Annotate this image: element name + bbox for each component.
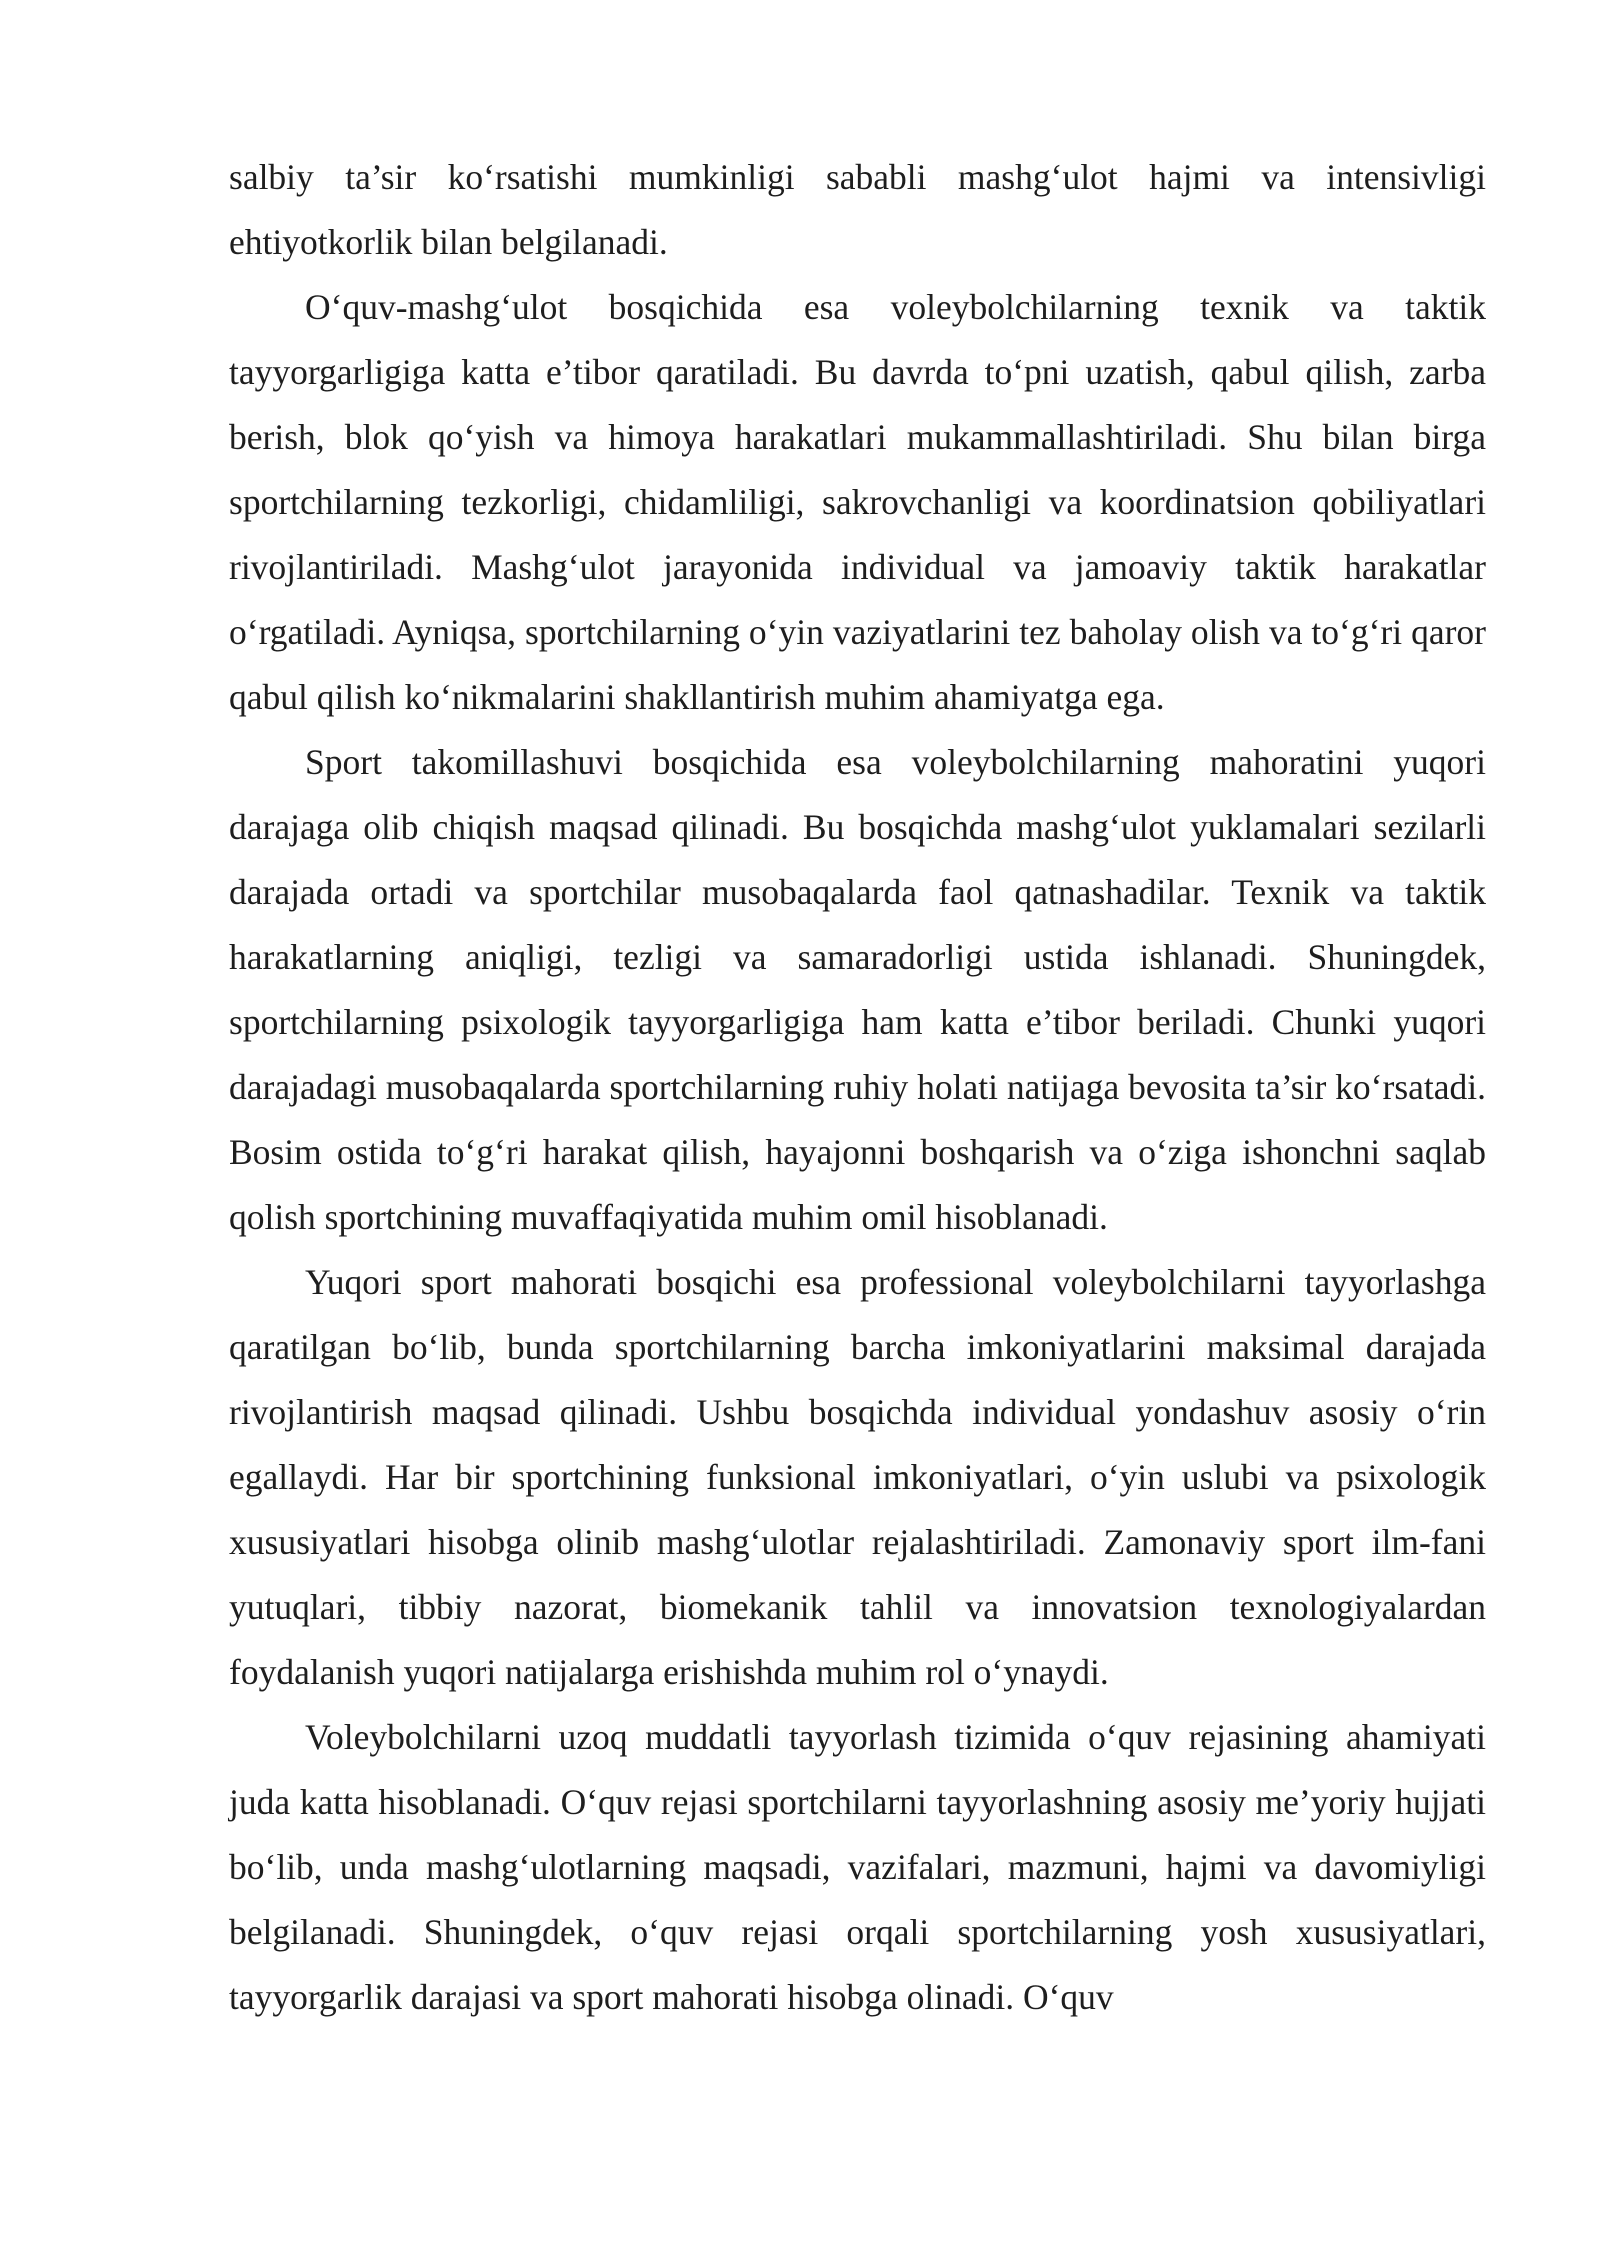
paragraph-4: Yuqori sport mahorati bosqichi esa professional voleybolchilarni tayyorlashga qaratilgan bo‘lib, bunda sportchilarning barcha imkoniyatlarini maksimal darajada rivojlantirish maqsad qilinadi. Ushbu bosqichda individual yondashuv asosiy o‘rin egallaydi. Har bir sportchining funksional imkoniyatlari, o‘yin uslubi va psixologik xususiyatlari hisobga olinib mashg‘ulotlar rejalashtiriladi. Zamonaviy sport ilm-fani yutuqlari, tibbiy nazorat, biomekanik tahlil va innovatsion texnologiyalardan foydalanish yuqori natijalarga erishishda muhim rol o‘ynaydi.: [229, 1262, 1486, 1692]
body-text: [229, 145, 1486, 2030]
paragraph-5: Voleybolchilarni uzoq muddatli tayyorlash tizimida o‘quv rejasining ahamiyati juda katta hisoblanadi. O‘quv rejasi sportchilarni tayyorlashning asosiy me’yoriy hujjati bo‘lib, unda mashg‘ulotlarning maqsadi, vazifalari, mazmuni, hajmi va davomiyligi belgilanadi. Shuningdek, o‘quv rejasi orqali sportchilarning yosh xususiyatlari, tayyorgarlik darajasi va sport mahorati hisobga olinadi. O‘quv: [229, 1717, 1486, 2017]
paragraph-2: O‘quv-mashg‘ulot bosqichida esa voleybolchilarning texnik va taktik tayyorgarligiga katta e’tibor qaratiladi. Bu davrda to‘pni uzatish, qabul qilish, zarba berish, blok qo‘yish va himoya harakatlari mukammallashtiriladi. Shu bilan birga sportchilarning tezkorligi, chidamliligi, sakrovchanligi va koordinatsion qobiliyatlari rivojlantiriladi. Mashg‘ulot jarayonida individual va jamoaviy taktik harakatlar o‘rgatiladi. Ayniqsa, sportchilarning o‘yin vaziyatlarini tez baholay olish va to‘g‘ri qaror qabul qilish ko‘nikmalarini shakllantirish muhim ahamiyatga ega.: [229, 287, 1486, 717]
paragraph-3: Sport takomillashuvi bosqichida esa voleybolchilarning mahoratini yuqori darajaga olib chiqish maqsad qilinadi. Bu bosqichda mashg‘ulot yuklamalari sezilarli darajada ortadi va sportchilar musobaqalarda faol qatnashadilar. Texnik va taktik harakatlarning aniqligi, tezligi va samaradorligi ustida ishlanadi. Shuningdek, sportchilarning psixologik tayyorgarligiga ham katta e’tibor beriladi. Chunki yuqori darajadagi musobaqalarda sportchilarning ruhiy holati natijaga bevosita ta’sir ko‘rsatadi. Bosim ostida to‘g‘ri harakat qilish, hayajonni boshqarish va o‘ziga ishonchni saqlab qolish sportchining muvaffaqiyatida muhim omil hisoblanadi.: [229, 742, 1486, 1237]
paragraph-1: salbiy ta’sir ko‘rsatishi mumkinligi sababli mashg‘ulot hajmi va intensivligi ehtiyotkorlik bilan belgilanadi.: [229, 157, 1486, 262]
